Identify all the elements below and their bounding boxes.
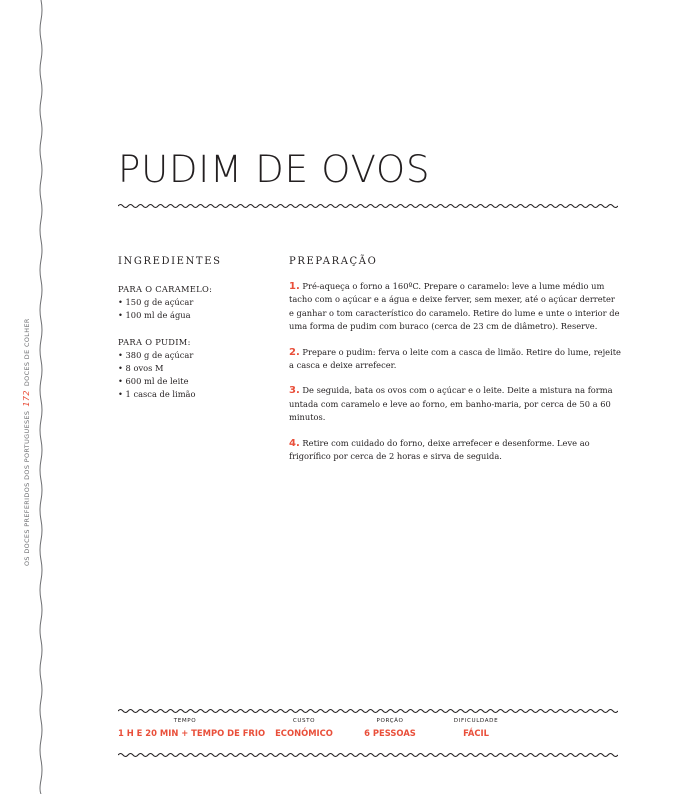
step-text: Pré-aqueça o forno a 160ºC. Prepare o caramelo: leve a lume médio um tacho com o açúcar e a água e deixe ferver, sem mexer, até o açúcar derreter e ganhar o tom característico do caramelo. Retire do lume e unte o interior de uma forma de pudim com buraco (cerca de 23 cm de diâmetro). Reserve. [289,281,620,332]
info-cost [264,718,344,738]
step-text: De seguida, bata os ovos com o açúcar e o leite. Deite a mistura na forma untada com caramelo e leve ao forno, em banho-maria, por cerca de 50 a 60 minutos. [289,385,613,423]
step-number: 3. [289,385,300,397]
step-text: Retire com cuidado do forno, deixe arrefecer e desenforme. Leve ao frigorífico por cerca de 2 horas e sirva de seguida. [289,437,590,462]
portion-label: PORÇÃO [376,718,404,724]
step-number: 4. [289,437,300,449]
step-number: 2. [289,346,300,358]
portion-value: 6 PESSOAS [364,728,416,738]
step [289,384,621,424]
ingredient-item: • 100 ml de água [118,309,268,322]
ingredients-heading: INGREDIENTES [118,256,222,267]
ingredient-item: • 8 ovos M [118,362,268,375]
step [289,280,621,334]
ingredient-item: • 380 g de açúcar [118,349,268,362]
info-time [118,718,266,738]
page-edge-line [38,0,44,794]
book-title: OS DOCES PREFERIDOS DOS PORTUGUESES [22,410,31,566]
time-label: TEMPO [173,718,197,724]
caramel-title: PARA O CARAMELO: [118,284,213,294]
step-number: 1. [289,281,300,292]
time-value: 1 H E 20 MIN + TEMPO DE FRIO [118,728,266,738]
difficulty-label: DIFICULDADE [453,718,499,724]
ingredients-list [118,283,268,415]
info-top-divider [118,708,618,714]
step [289,437,621,464]
caramel-group [118,283,268,322]
pudding-group [118,336,268,401]
chapter-name: DOCES DE COLHER [22,318,31,387]
running-header [22,318,31,566]
difficulty-value: FÁCIL [463,728,489,738]
info-difficulty [436,718,516,738]
recipe-title: PUDIM DE OVOS [118,148,431,191]
info-portion [350,718,430,738]
step-text: Prepare o pudim: ferva o leite com a casca de limão. Retire do lume, rejeite a casca e deixe arrefecer. [289,346,621,371]
step [289,346,621,373]
ingredient-item: • 150 g de açúcar [118,296,268,309]
page-number: 172 [22,390,31,407]
cost-value: ECONÓMICO [275,728,333,738]
info-bottom-divider [118,752,618,758]
preparation-steps [289,280,621,475]
ingredient-item: • 1 casca de limão [118,388,268,401]
pudding-title: PARA O PUDIM: [118,337,191,347]
title-divider [118,203,618,209]
ingredient-item: • 600 ml de leite [118,375,268,388]
preparation-heading: PREPARAÇÃO [289,256,378,267]
cost-label: CUSTO [292,718,316,724]
